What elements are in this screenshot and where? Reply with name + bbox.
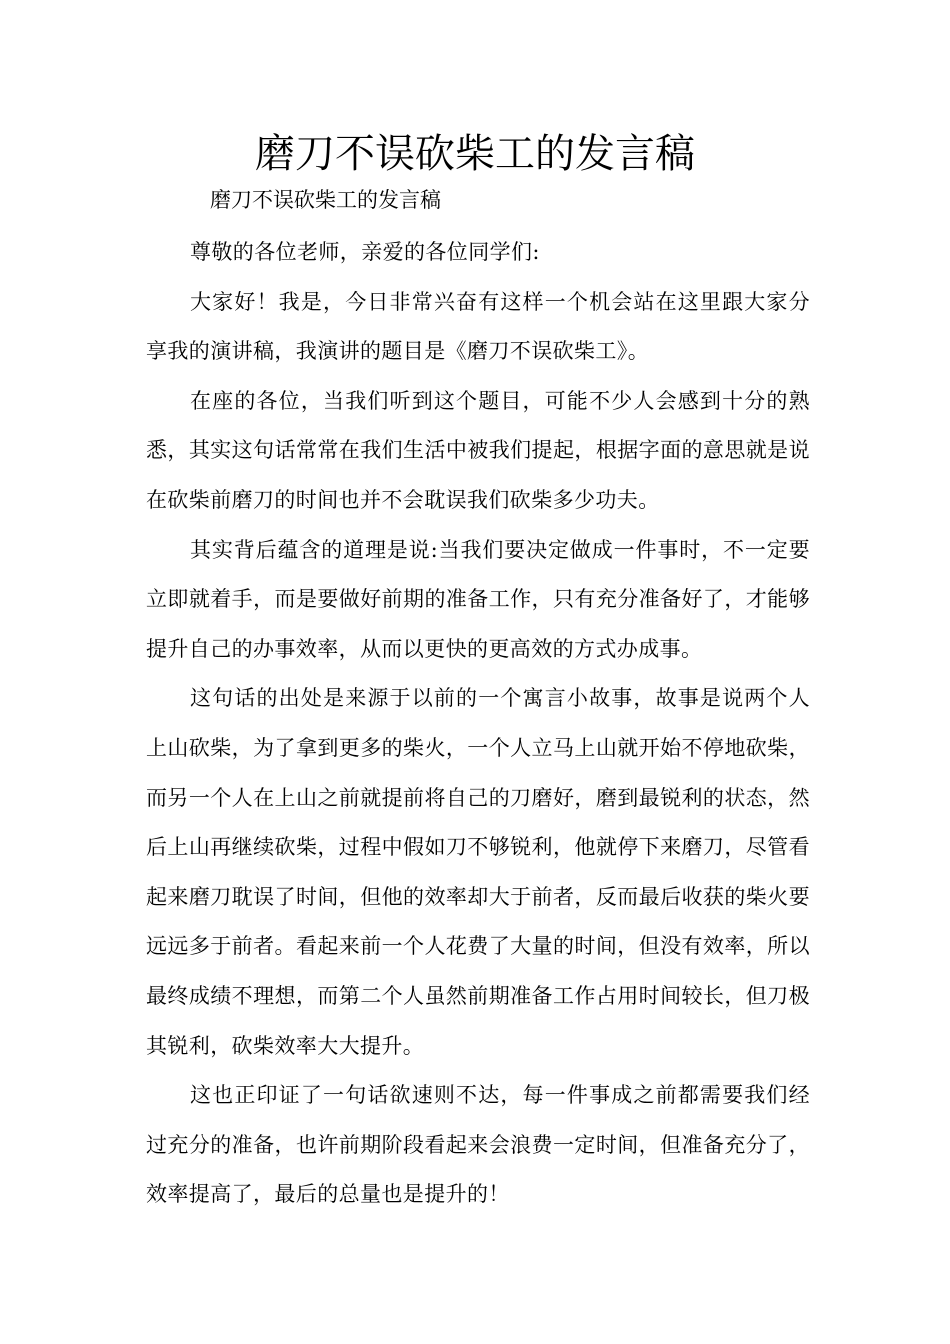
- paragraph-conclusion: 这也正印证了一句话欲速则不达，每一件事成之前都需要我们经过充分的准备，也许前期阶段看起来会浪费一定时间，但准备充分了，效率提高了，最后的总量也是提升的！: [146, 1083, 810, 1207]
- paragraph-meaning: 在座的各位，当我们听到这个题目，可能不少人会感到十分的熟悉，其实这句话常常在我们生活中被我们提起，根据字面的意思就是说在砍柴前磨刀的时间也并不会耽误我们砍柴多少功夫。: [146, 388, 810, 512]
- paragraph-intro: 大家好！我是，今日非常兴奋有这样一个机会站在这里跟大家分享我的演讲稿，我演讲的题目是《磨刀不误砍柴工》。: [146, 289, 810, 364]
- document-subtitle: 磨刀不误砍柴工的发言稿: [210, 188, 441, 212]
- paragraph-principle: 其实背后蕴含的道理是说:当我们要决定做成一件事时，不一定要立即就着手，而是要做好前期的准备工作，只有充分准备好了，才能够提升自己的办事效率，从而以更快的更高效的方式办成事。: [146, 537, 810, 661]
- paragraph-greeting: 尊敬的各位老师，亲爱的各位同学们:: [190, 240, 540, 264]
- document-body: [146, 228, 810, 1220]
- document-title: 磨刀不误砍柴工的发言稿: [255, 131, 695, 177]
- paragraph-story: 这句话的出处是来源于以前的一个寓言小故事，故事是说两个人上山砍柴，为了拿到更多的柴火，一个人立马上山就开始不停地砍柴，而另一个人在上山之前就提前将自己的刀磨好，磨到最锐利的状态，然后上山再继续砍柴，过程中假如刀不够锐利，他就停下来磨刀，尽管看起来磨刀耽误了时间，但他的效率却大于前者，反而最后收获的柴火要远远多于前者。看起来前一个人花费了大量的时间，但没有效率，所以最终成绩不理想，而第二个人虽然前期准备工作占用时间较长，但刀极其锐利，砍柴效率大大提升。: [146, 686, 810, 1058]
